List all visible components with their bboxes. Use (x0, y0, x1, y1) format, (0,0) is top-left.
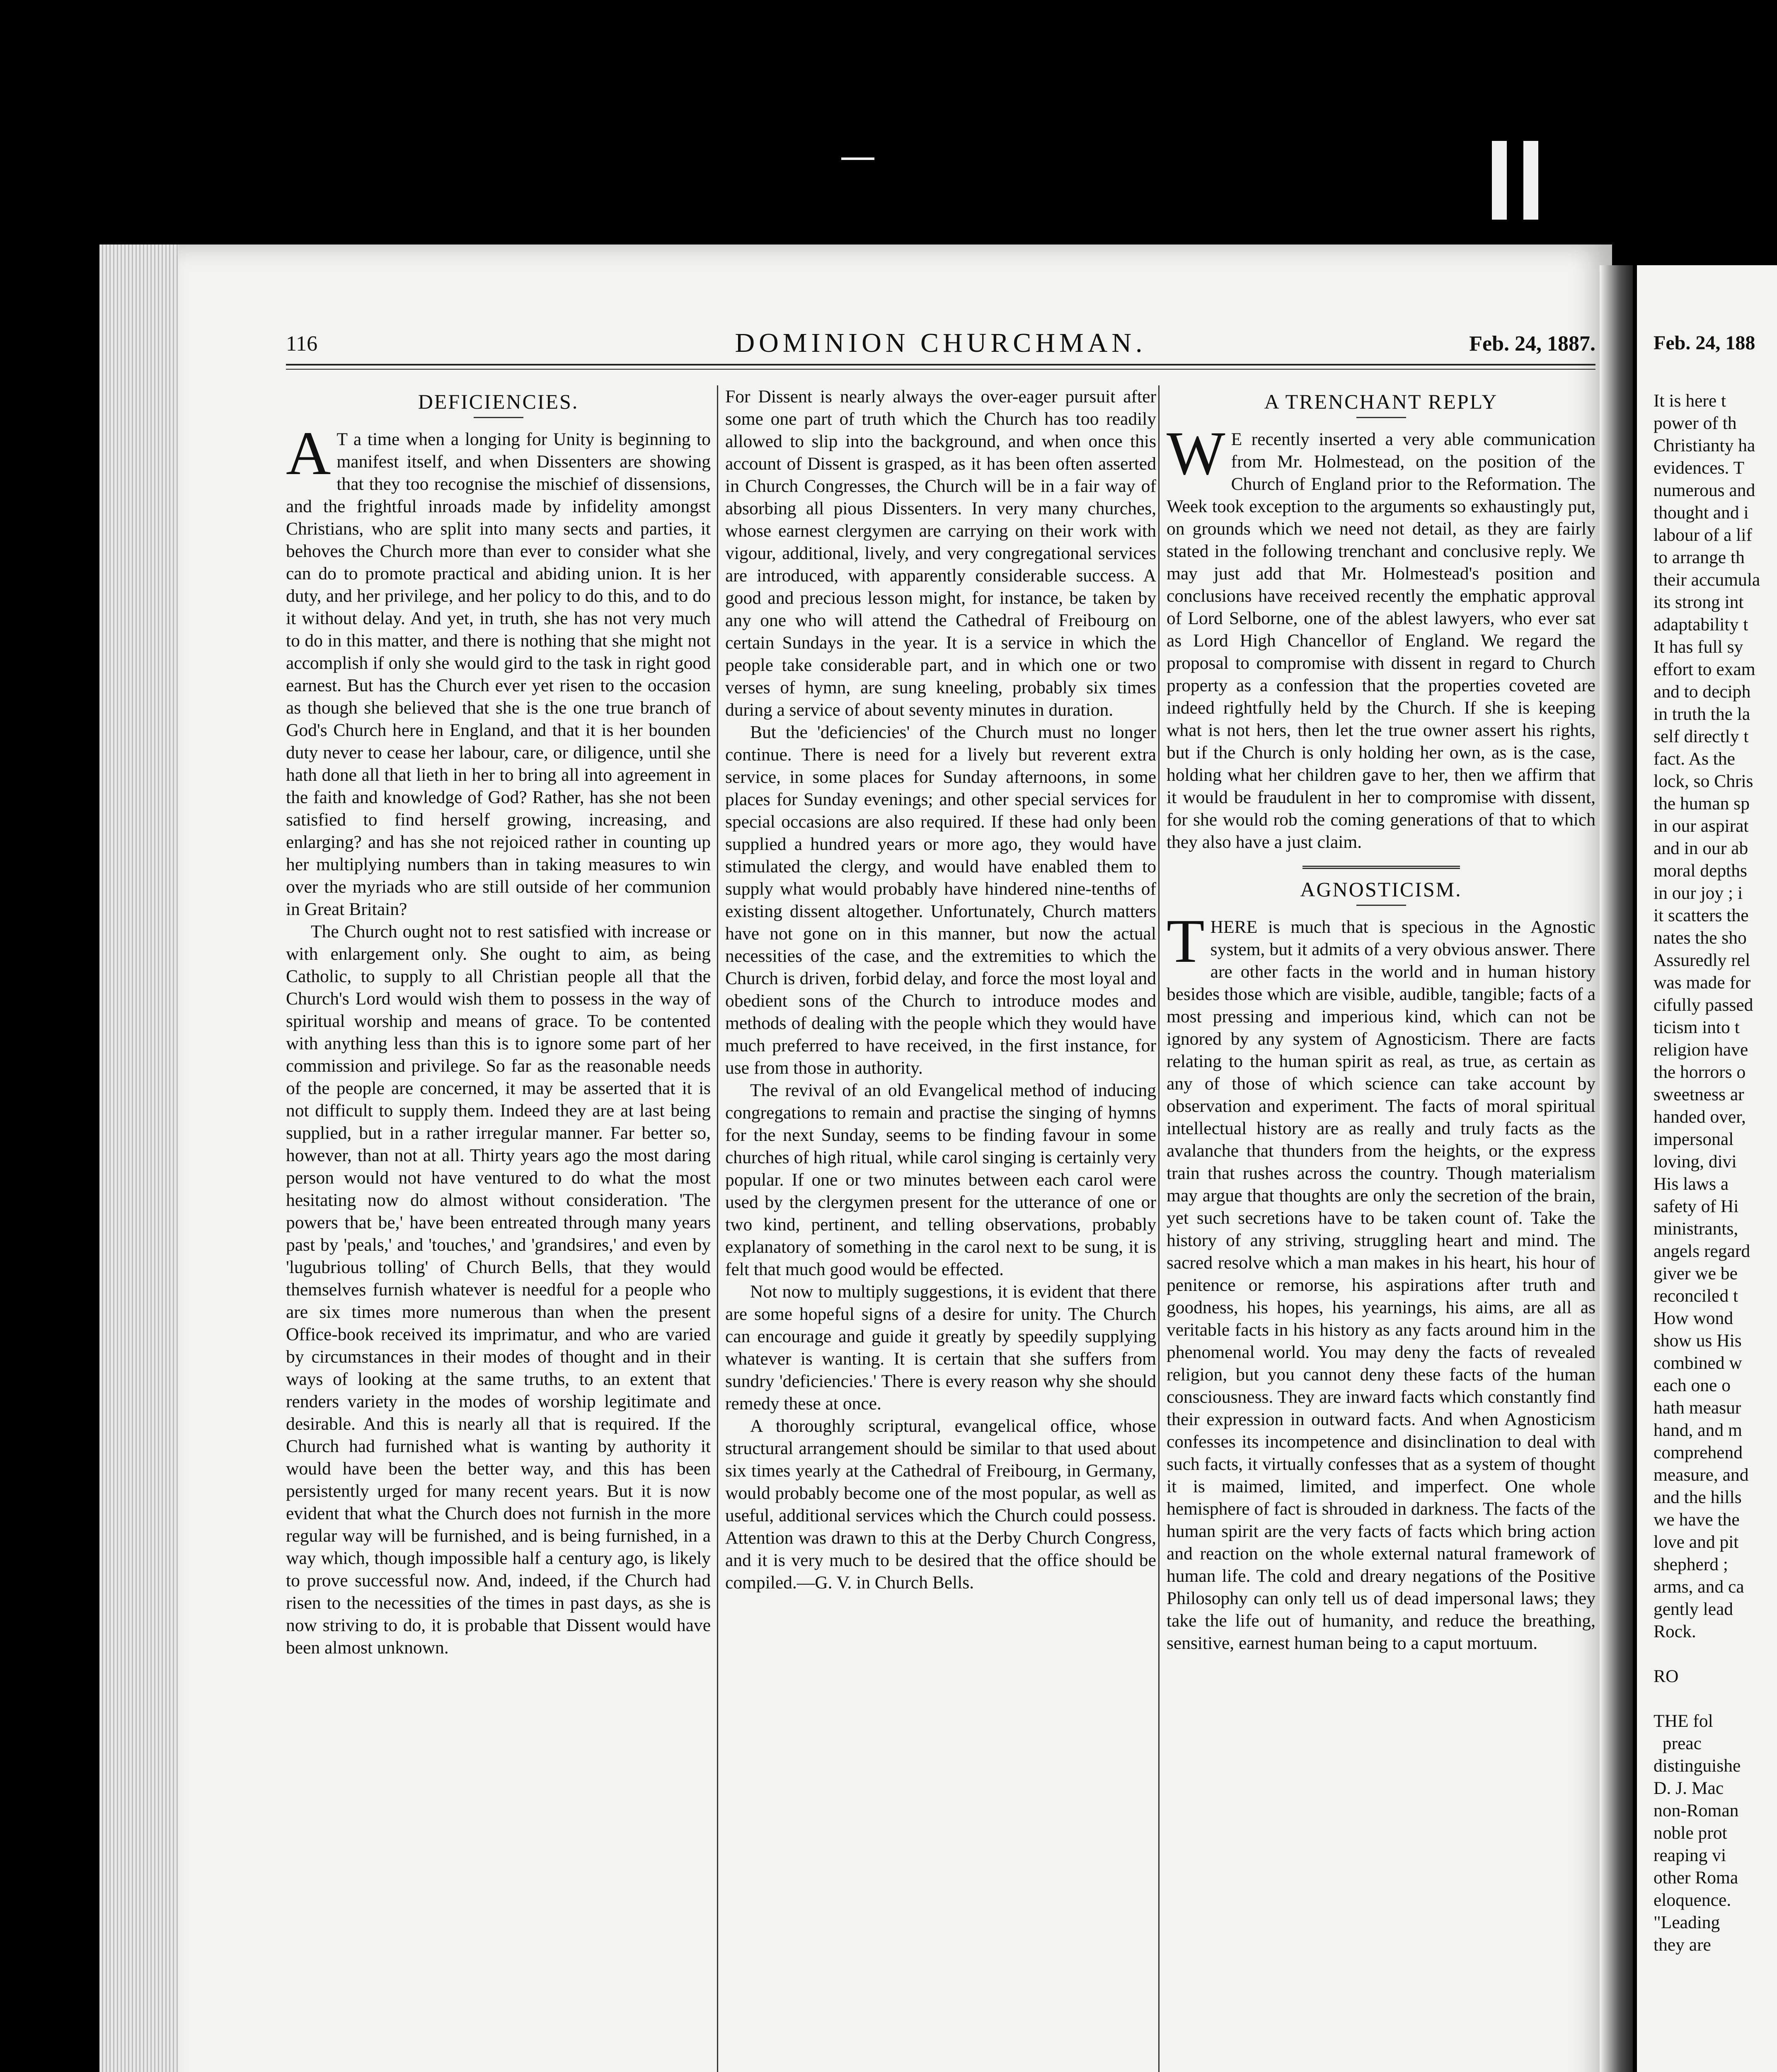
article-paragraph: For Dissent is nearly always the over-eager pursuit after some one part of truth which the Church has too readily allowed to slip into the background, and when once this account of Dissent is grasped, as it has been often asserted in Church Congresses, the Church will be in a fair way of absorbing all pious Dissenters. In very many churches, whose earnest clergymen are carrying on their work with vigour, additional, lively, and very congregational services are introduced, with apparently considerable success. A good and precious lesson might, for instance, be taken by any one who will attend the Cathedral of Freibourg on certain Sundays in the year. It is a service in which the people take considerable part, and in which one or two verses of hymn, are sung kneeling, probably six times during a service of about seventy minutes in duration. (725, 387, 1156, 720)
right-page-text: It is here t power of th Christianty ha evidences. T numerous and thought and i labour of a lif to arrange th their accumula its strong int adaptability t It has full sy effort to exam and to deciph in truth the la self directly t fact. As the lock, so Chris the human sp in our aspirat and in our ab moral depths in our joy ; i it scatters the nates the sho Assuredly rel was made for cifully passed ticism into t religion have the horrors o sweetness ar handed over, impersonal loving, divi His laws a safety of Hi ministrants, angels regard giver we be reconciled t How wond show us His combined w each one o hath measur hand, and m comprehend measure, and and the hills we have the love and pit shepherd ; arms, and ca gently lead Rock. RO THE fol preac distinguishe D. J. Mac non-Roman noble prot reaping vi other Roma eloquence. "Leading they are (1654, 391, 1760, 1955)
title-rule (474, 417, 523, 418)
header-rule-thin (286, 369, 1595, 370)
publication-title: DOMINION CHURCHMAN. (735, 328, 1147, 358)
column-2 (725, 385, 1156, 1594)
issue-date: Feb. 24, 1887. (1469, 332, 1595, 356)
right-page (1637, 265, 1777, 2072)
section-divider (1302, 866, 1460, 870)
drop-cap: W (1167, 419, 1225, 488)
article-title-deficiencies: DEFICIENCIES. (418, 390, 579, 413)
book-spine (1600, 265, 1633, 2072)
article-paragraph: THERE is much that is specious in the Agnostic system, but it admits of a very obvious answer. There are other facts in the world and in human history besides those which are visible, audible, tangible; facts of a most pressing and imperious kind, which can not be ignored by any system of Agnosticism. There are facts relating to the human spirit as real, as true, as certain as any of those of which science can take account by observation and experiment. The facts of moral spiritual intellectual history are as really and truly facts as the avalanche that thunders from the heights, or the express train that rushes across the country. Though materialism may argue that thoughts are only the secretion of the brain, yet such secretions have to be taken count of. Take the history of any striving, struggling heart and mind. The sacred resolve which a man makes in his heart, his hour of penitence or remorse, his aspirations after truth and goodness, his hopes, his yearnings, his aims, are all as veritable facts in his history as any facts around him in the phenomenal world. You may deny the facts of revealed religion, but you cannot deny these facts of the human consciousness. They are inward facts which constantly find their expression in outward facts. And when Agnosticism confesses its incompetence and disinclination to deal with such facts, it virtually confesses that as a system of thought it is maimed, limited, and imperfect. One whole hemisphere of fact is shrouded in darkness. The facts of the human spirit are the very facts of facts which bring action and reaction on the whole external natural framework of human life. The cold and dreary negations of the Positive Philosophy can only tell us of dead impersonal laws; they take the life out of humanity, and reduce the breathing, sensitive, earnest human being to a caput mortuum. (1167, 907, 1595, 1653)
film-mark-bar-1 (1492, 141, 1507, 220)
page-header (286, 323, 1595, 369)
article-paragraph: Not now to multiply suggestions, it is evident that there are some hopeful signs of a desire for unity. The Church can encourage and guide it greatly by speedily supplying whatever is wanting. It is certain that she suffers from sundry 'deficiencies.' There is every reason why she should remedy these at once. (725, 1282, 1156, 1414)
header-rule (286, 364, 1595, 366)
article-paragraph: A T a time when a longing for Unity is beginning to manifest itself, and when Dissenters are showing that they too recognise the mischief of dissensions, and the frightful inroads made by infidelity amongst Christians, who are split into many sects and parties, it behoves the Church more than ever to consider what she can do to promote practical and abiding union. It is her duty, and her privilege, and her policy to do this, and to do it without delay. And yet, in truth, she has not very much to do in this matter, and there is nothing that she might not accomplish if only she would gird to the task in right good earnest. But has the Church ever yet risen to the occasion as though she believed that she is the one true branch of God's Church here in England, and that it is her bounden duty never to cease her labour, care, or diligence, until she hath done all that lieth in her to bring all into agreement in the faith and knowledge of God? Rather, has she not been satisfied to find herself growing, increasing, and enlarging? and has she not rejoiced rather in counting up her multiplying numbers than in taking measures to win over the myriads who are still outside of her communion in Great Britain? (286, 419, 711, 919)
column-3 (1167, 385, 1595, 1654)
article-paragraph: The revival of an old Evangelical method of inducing congregations to remain and practise the singing of hymns for the next Sunday, seems to be finding favour in some churches of high ritual, while carol singing is certainly very popular. If one or two minutes between each carol were used by the clergymen present for the utterance of one or two kind, pertinent, and telling observations, probably explanatory of something in the carol next to be sung, it is felt that much good would be effected. (725, 1080, 1156, 1279)
page-edges (99, 244, 186, 2072)
title-rule (1356, 905, 1406, 906)
article-paragraph: But the 'deficiencies' of the Church must no longer continue. There is need for a lively but reverent extra service, in some places for Sunday afternoons, in some places for Sunday evenings; and other special services for special occasions are also required. If these had only been supplied a hundred years or more ago, they would have stimulated the clergy, and would have enabled them to supply what would probably have hindered nine-tenths of existing dissent altogether. Unfortunately, Church matters have not gone on in this manner, but now the actual necessities of the case, and the extremities to which the Church is driven, forbid delay, and force the most loyal and obedient sons of the Church to introduce modes and methods of dealing with the people which they would have much preferred to have received, in the first instance, for use from those in authority. (725, 722, 1156, 1078)
column-divider-1 (717, 385, 718, 2072)
drop-cap: A (286, 419, 331, 488)
article-paragraph: W E recently inserted a very able communication from Mr. Holmestead, on the position of the Church of England prior to the Reformation. The Week took exception to the arguments so exhaustingly put, on grounds which we need not detail, as they are fairly stated in the following trenchant and conclusive reply. We may just add that Mr. Holmestead's position and conclusions have received recently the emphatic approval of Lord Selborne, one of the ablest lawyers, who ever sat as Lord High Chancellor of England. We regard the proposal to compromise with dissent in regard to Church property as a confession that the properties coveted are indeed rightfully held by the Church. If she is keeping what is not hers, then let the true owner assert his rights, but if the Church is only holding her own, as is the case, holding what her children gave to her, then we affirm that it would be fraudulent in her to compromise with dissent, for she would rob the coming generations of that to which they also have a just claim. (1167, 419, 1595, 852)
drop-cap: T (1167, 907, 1205, 975)
article-title-agnosticism: AGNOSTICISM. (1300, 878, 1462, 901)
article-title-trenchant-reply: A TRENCHANT REPLY (1264, 390, 1498, 413)
film-mark-top-left (841, 157, 874, 160)
film-mark-bar-2 (1523, 141, 1538, 220)
column-divider-2 (1158, 385, 1160, 2072)
column-1 (286, 385, 711, 1659)
title-rule (1356, 417, 1406, 418)
page-number: 116 (286, 332, 318, 356)
article-paragraph: The Church ought not to rest satisfied with increase or with enlargement only. She ought to aim, as being Catholic, to supply to all Christian people all that the Church's Lord would wish them to possess in the way of spiritual worship and means of grace. To be contented with anything less than this is to ignore some part of her commission and privilege. So far as the reasonable needs of the people are concerned, it may be asserted that it is not difficult to supply them. Indeed they are at last being supplied, but in a rather irregular manner. Far better so, however, than not at all. Thirty years ago the most daring person would not have ventured to do what the most hesitating now do almost without consideration. 'The powers that be,' have been entreated through many years past by 'peals,' and 'touches,' and 'grandsires,' and even by 'lugubrious tolling' of Church Bells, that they would themselves furnish whatever is needful for a people who are six times more numerous than when the present Office-book received its imprimatur, and who are varied by circumstances in their modes of thought and in their ways of looking at the same truths, to an extent that renders variety in the modes of worship legitimate and desirable. And this is nearly all that is required. If the Church had furnished what is wanting by authority it would have been the better way, and this has been persistently urged for many recent years. But it is now evident that what the Church does not furnish in the more regular way will be furnished, and is being furnished, in a way which, though impossible half a century ago, is likely to prove successful now. And, indeed, if the Church had risen to the necessities of the times in past days, as she is now striving to do, it is probable that Dissent would have been almost unknown. (286, 922, 711, 1658)
article-paragraph: A thoroughly scriptural, evangelical office, whose structural arrangement should be similar to that used about six times yearly at the Cathedral of Freibourg, in Germany, would probably become one of the most popular, as well as useful, additional services which the Church could possess. Attention was drawn to this at the Derby Church Congress, and it is very much to be desired that the office should be compiled.—G. V. in Church Bells. (725, 1416, 1156, 1593)
right-page-header: Feb. 24, 188 (1654, 332, 1755, 354)
